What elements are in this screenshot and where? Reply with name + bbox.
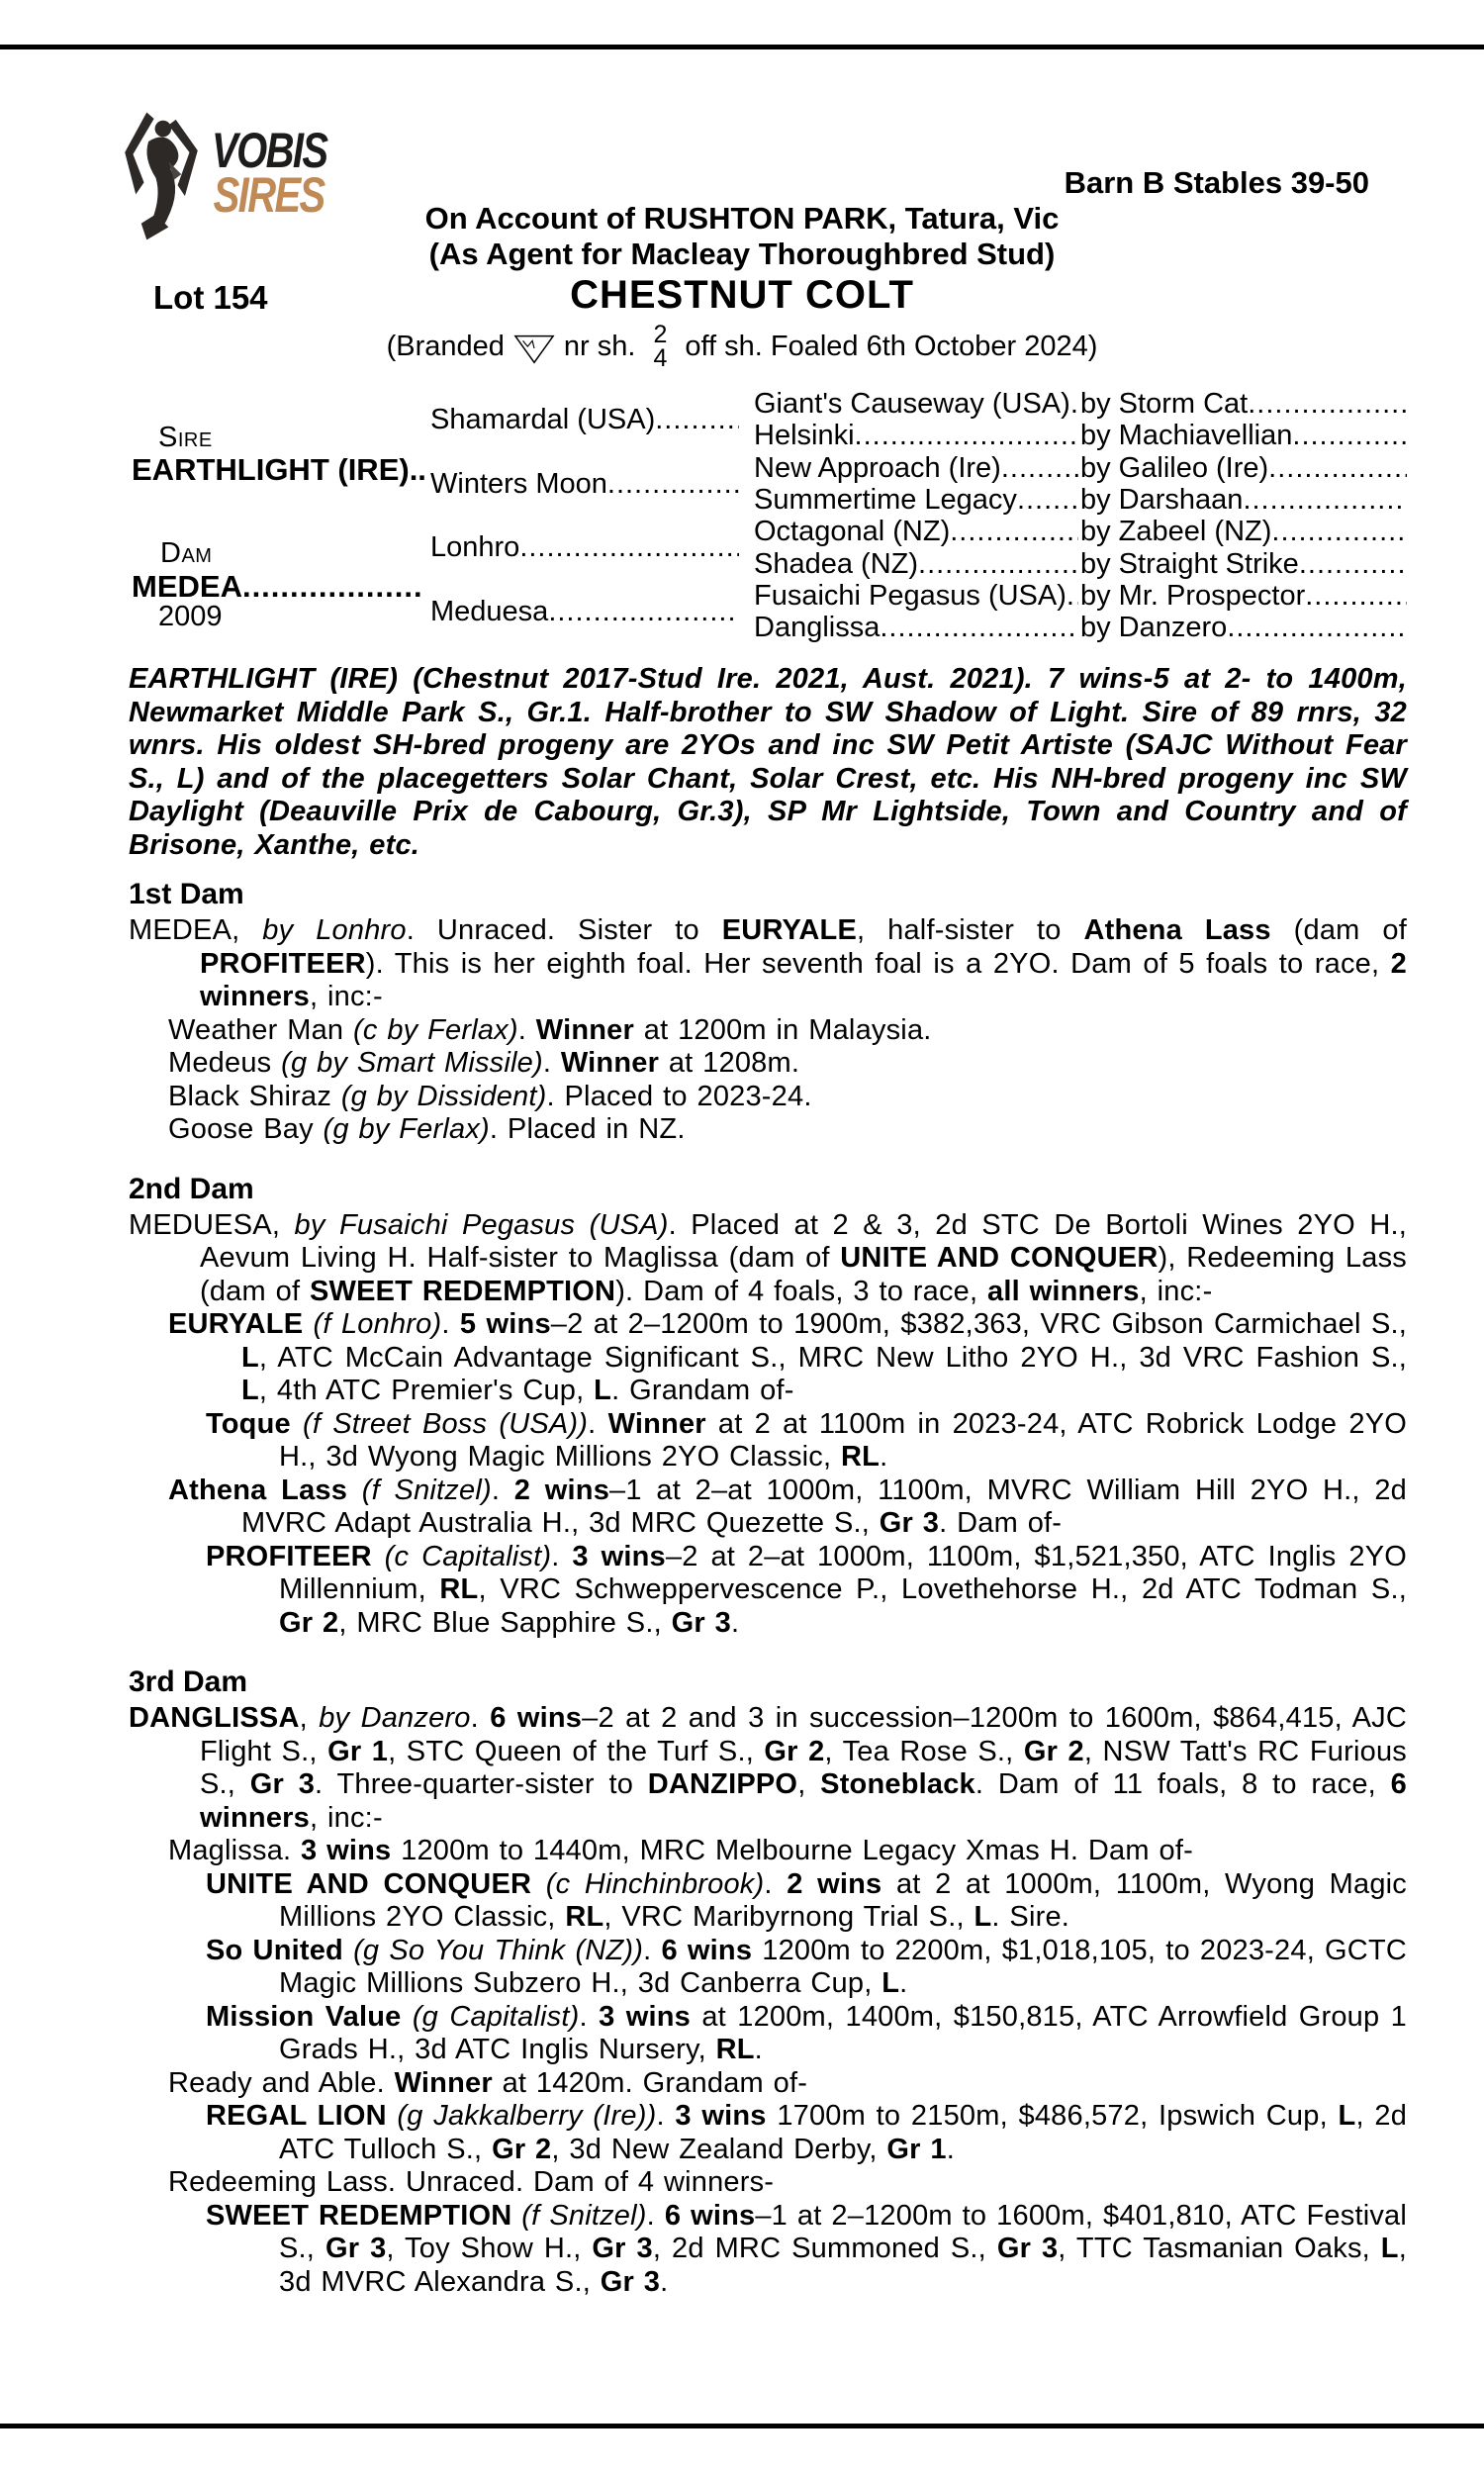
brand-number-bottom: 4 [653, 344, 668, 372]
progeny-entry: EURYALE (f Lonhro). 5 wins–2 at 2–1200m to 1900m, $382,363, VRC Gibson Carmichael S., L, ATC McCain Advantage Significant S., MRC New Litho 2YO H., 3d VRC Fashion S., L, 4th ATC Premier's Cup, L. Grandam of- [168, 1308, 1408, 1406]
gen3-by: by Storm Cat ..... [1080, 388, 1407, 421]
progeny-entry: Redeeming Lass. Unraced. Dam of 4 winners- [168, 2166, 775, 2198]
gen3-name: Summertime Legacy ..... [754, 484, 1078, 517]
dam-foaling-year: 2009 [158, 601, 223, 632]
dam-label: Dam [160, 537, 213, 569]
gen3-by: by Darshaan ..... [1080, 484, 1407, 517]
gen2-sire-of-sire: Shamardal (USA) ..... [430, 404, 739, 436]
progeny-entry: Ready and Able. Winner at 1420m. Grandam of- [168, 2066, 808, 2099]
dam-entry: MEDEA, by Lonhro. Unraced. Sister to EURYALE, half-sister to Athena Lass (dam of PROFITEER). This is her eighth foal. Her seventh foal is a 2YO. Dam of 5 foals to race, 2 winners, inc:- [129, 914, 1407, 1012]
progeny-entry: Mission Value (g Capitalist). 3 wins at 1200m, 1400m, $150,815, ATC Arrowfield Group 1 Grads H., 3d ATC Inglis Nursery, RL. [206, 2000, 1408, 2065]
gen3-by: by Mr. Prospector ..... [1080, 580, 1407, 613]
dam-entry: MEDUESA, by Fusaichi Pegasus (USA). Placed at 2 & 3, 2d STC De Bortoli Wines 2YO H., Aevum Living H. Half-sister to Maglissa (dam of UNITE AND CONQUER), Redeeming Lass (dam of SWEET REDEMPTION). Dam of 4 foals, 3 to race, all winners, inc:- [129, 1208, 1407, 1307]
gen3-name: Giant's Causeway (USA) ..... [754, 388, 1078, 421]
gen3-name: Shadea (NZ) ..... [754, 548, 1078, 581]
gen3-name: Fusaichi Pegasus (USA) ..... [754, 580, 1078, 613]
section-heading-1st-dam: 1st Dam [129, 878, 244, 910]
gen3-by: by Danzero ..... [1080, 612, 1407, 644]
gen3-name: Danglissa ..... [754, 612, 1078, 644]
sire-blurb: EARTHLIGHT (IRE) (Chestnut 2017-Stud Ire. 2021, Aust. 2021). 7 wins-5 at 2- to 1400m, Newmarket Middle Park S., Gr.1. Half-brother to SW Shadow of Light. Sire of 89 rnrs, 32 wnrs. His oldest SH-bred progeny are 2YOs and inc SW Petit Artiste (SAJC Without Fear S., L) and of the placegetters Solar Chant, Solar Crest, etc. His NH-bred progeny inc SW Daylight (Deauville Prix de Cabourg, Gr.3), SP Mr Lightside, Town and Country and of Brisone, Xanthe, etc. [129, 663, 1407, 861]
progeny-entry: Toque (f Street Boss (USA)). Winner at 2 at 1100m in 2023-24, ATC Robrick Lodge 2YO H., 3d Wyong Magic Millions 2YO Classic, RL. [206, 1407, 1408, 1473]
progeny-entry: PROFITEER (c Capitalist). 3 wins–2 at 2–at 1000m, 1100m, $1,521,350, ATC Inglis 2YO Millennium, RL, VRC Schweppervescence P., Lovethehorse H., 2d ATC Todman S., Gr 2, MRC Blue Sapphire S., Gr 3. [206, 1540, 1407, 1639]
section-heading-2nd-dam: 2nd Dam [129, 1172, 254, 1205]
branding-prefix: (Branded [386, 330, 505, 362]
progeny-entry: UNITE AND CONQUER (c Hinchinbrook). 2 wins at 2 at 1000m, 1100m, Wyong Magic Millions 2YO Classic, RL, VRC Maribyrnong Trial S., L. Sire. [206, 1867, 1407, 1933]
vendor-account-line: On Account of RUSHTON PARK, Tatura, Vic [424, 201, 1060, 236]
progeny-entry: Black Shiraz (g by Dissident). Placed to 2023-24. [168, 1080, 812, 1112]
lot-number: Lot 154 [153, 279, 268, 316]
progeny-entry: So United (g So You Think (NZ)). 6 wins 1200m to 2200m, $1,018,105, to 2023-24, GCTC Magic Millions Subzero H., 3d Canberra Cup, L. [206, 1934, 1408, 1999]
gen3-name: Octagonal (NZ) ..... [754, 516, 1078, 548]
gen2-sire-of-dam: Lonhro ..... [430, 531, 739, 564]
section-heading-3rd-dam: 3rd Dam [129, 1665, 248, 1698]
gen3-by: by Galileo (Ire) ..... [1080, 452, 1407, 485]
progeny-entry: REGAL LION (g Jakkalberry (Ire)). 3 wins 1700m to 2150m, $486,572, Ipswich Cup, L, 2d ATC Tulloch S., Gr 2, 3d New Zealand Derby, Gr 1. [206, 2100, 1408, 2165]
gen3-name: Helsinki ..... [754, 420, 1078, 452]
gen2-dam-of-dam: Meduesa ..... [430, 596, 739, 628]
gen3-name: New Approach (Ire) ..... [754, 452, 1078, 485]
dam-name: MEDEA ..... [132, 569, 424, 605]
dam-entry: DANGLISSA, by Danzero. 6 wins–2 at 2 and 3 in succession–1200m to 1600m, $864,415, AJC Flight S., Gr 1, STC Queen of the Turf S., Gr 2, Tea Rose S., Gr 2, NSW Tatt's RC Furious S., Gr 3. Three-quarter-sister to DANZIPPO, Stoneblack. Dam of 11 foals, 8 to race, 6 winners, inc:- [129, 1702, 1408, 1834]
gen3-by: by Machiavellian ..... [1080, 420, 1407, 452]
page-title: CHESTNUT COLT [570, 273, 914, 317]
progeny-entry: Athena Lass (f Snitzel). 2 wins–1 at 2–at 1000m, 1100m, MVRC William Hill 2YO H., 2d MVRC Adapt Australia H., 3d MRC Quezette S., Gr 3. Dam of- [168, 1474, 1408, 1539]
gen2-dam-of-sire: Winters Moon ..... [430, 468, 739, 501]
sire-label: Sire [158, 422, 213, 453]
barn-stables-label: Barn B Stables 39-50 [1064, 165, 1369, 200]
progeny-entry: Medeus (g by Smart Missile). Winner at 1208m. [168, 1047, 800, 1079]
sire-name: EARTHLIGHT (IRE).. [132, 452, 426, 487]
branding-suffix: off sh. Foaled 6th October 2024) [685, 330, 1098, 362]
bottom-rule [0, 2424, 1484, 2428]
progeny-entry: Weather Man (c by Ferlax). Winner at 1200m in Malaysia. [168, 1013, 932, 1046]
pedigree-text-body [129, 663, 1407, 2299]
logo-text-sires: SIRES [213, 167, 325, 223]
gen3-by: by Straight Strike ..... [1080, 548, 1407, 581]
brand-number-top: 2 [653, 321, 668, 348]
progeny-entry: Goose Bay (g by Ferlax). Placed in NZ. [168, 1113, 686, 1145]
gen3-by: by Zabeel (NZ) ..... [1080, 516, 1407, 548]
branding-near-shoulder: nr sh. [563, 330, 636, 362]
logo-text-vobis: VOBIS [212, 123, 327, 178]
pedigree-table [0, 0, 1484, 663]
progeny-entry: SWEET REDEMPTION (f Snitzel). 6 wins–1 at 2–1200m to 1600m, $401,810, ATC Festival S., Gr 3, Toy Show H., Gr 3, 2d MRC Summoned S., Gr 3, TTC Tasmanian Oaks, L, 3d MVRC Alexandra S., Gr 3. [206, 2199, 1408, 2298]
progeny-entry: Maglissa. 3 wins 1200m to 1440m, MRC Melbourne Legacy Xmas H. Dam of- [168, 1835, 1193, 1866]
agent-line: (As Agent for Macleay Thoroughbred Stud) [428, 237, 1056, 271]
